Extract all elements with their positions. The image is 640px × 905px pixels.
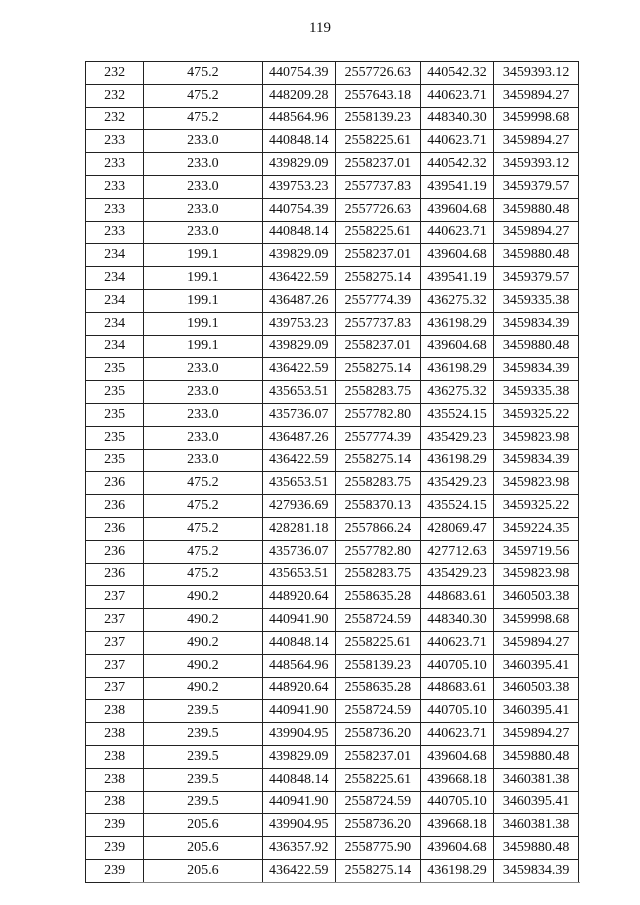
row-id-cell: 237 bbox=[86, 631, 144, 654]
row-id-cell: 235 bbox=[86, 358, 144, 381]
value-cell: 199.1 bbox=[144, 335, 262, 358]
x2-cell: 439541.19 bbox=[420, 267, 493, 290]
row-id-cell: 233 bbox=[86, 153, 144, 176]
x2-cell: 440705.10 bbox=[420, 791, 493, 814]
x2-cell: 439604.68 bbox=[420, 837, 493, 860]
value-cell: 475.2 bbox=[144, 563, 262, 586]
table-row bbox=[86, 517, 579, 540]
table-row bbox=[86, 814, 579, 837]
x1-cell: 448209.28 bbox=[262, 84, 335, 107]
x1-cell: 427936.69 bbox=[262, 495, 335, 518]
y2-cell: 3459379.57 bbox=[494, 267, 579, 290]
value-cell: 475.2 bbox=[144, 84, 262, 107]
x1-cell: 448920.64 bbox=[262, 586, 335, 609]
x2-cell: 448340.30 bbox=[420, 609, 493, 632]
table-row bbox=[86, 472, 579, 495]
y1-cell: 2558724.59 bbox=[336, 791, 421, 814]
x1-cell: 435653.51 bbox=[262, 381, 335, 404]
value-cell: 490.2 bbox=[144, 677, 262, 700]
x1-cell: 436422.59 bbox=[262, 859, 335, 882]
x1-cell: 436487.26 bbox=[262, 426, 335, 449]
value-cell: 233.0 bbox=[144, 381, 262, 404]
x1-cell: 436487.26 bbox=[262, 289, 335, 312]
value-cell: 475.2 bbox=[144, 107, 262, 130]
row-id-cell: 235 bbox=[86, 426, 144, 449]
row-id-cell: 239 bbox=[86, 837, 144, 860]
y2-cell: 3460395.41 bbox=[494, 791, 579, 814]
x1-cell: 439829.09 bbox=[262, 745, 335, 768]
row-id-cell: 233 bbox=[86, 175, 144, 198]
row-id-cell: 238 bbox=[86, 723, 144, 746]
row-id-cell: 235 bbox=[86, 403, 144, 426]
value-cell: 233.0 bbox=[144, 221, 262, 244]
row-id-cell: 232 bbox=[86, 107, 144, 130]
x1-cell: 440848.14 bbox=[262, 631, 335, 654]
table-row bbox=[86, 381, 579, 404]
row-id-cell: 236 bbox=[86, 540, 144, 563]
row-id-cell: 232 bbox=[86, 62, 144, 85]
x1-cell: 439829.09 bbox=[262, 244, 335, 267]
table-row bbox=[86, 130, 579, 153]
table-row bbox=[86, 563, 579, 586]
x2-cell: 448683.61 bbox=[420, 677, 493, 700]
y1-cell: 2558736.20 bbox=[336, 814, 421, 837]
row-id-cell: 236 bbox=[86, 495, 144, 518]
value-cell: 239.5 bbox=[144, 745, 262, 768]
row-id-cell: 234 bbox=[86, 244, 144, 267]
table-row bbox=[86, 84, 579, 107]
y2-cell: 3459894.27 bbox=[494, 221, 579, 244]
y1-cell: 2558139.23 bbox=[336, 107, 421, 130]
table-row bbox=[86, 609, 579, 632]
row-id-cell: 238 bbox=[86, 791, 144, 814]
table-body bbox=[86, 62, 579, 883]
y1-cell: 2557774.39 bbox=[336, 426, 421, 449]
x2-cell: 436198.29 bbox=[420, 449, 493, 472]
y2-cell: 3459834.39 bbox=[494, 449, 579, 472]
x2-cell: 440542.32 bbox=[420, 62, 493, 85]
y1-cell: 2557782.80 bbox=[336, 403, 421, 426]
x1-cell: 440941.90 bbox=[262, 791, 335, 814]
y2-cell: 3459894.27 bbox=[494, 130, 579, 153]
value-cell: 233.0 bbox=[144, 198, 262, 221]
y1-cell: 2558237.01 bbox=[336, 335, 421, 358]
x1-cell: 439829.09 bbox=[262, 335, 335, 358]
x1-cell: 439904.95 bbox=[262, 814, 335, 837]
value-cell: 475.2 bbox=[144, 472, 262, 495]
table-row bbox=[86, 540, 579, 563]
table-row bbox=[86, 677, 579, 700]
x1-cell: 435653.51 bbox=[262, 563, 335, 586]
row-id-cell: 236 bbox=[86, 472, 144, 495]
row-id-cell: 238 bbox=[86, 745, 144, 768]
value-cell: 199.1 bbox=[144, 289, 262, 312]
x2-cell: 448340.30 bbox=[420, 107, 493, 130]
table-row bbox=[86, 837, 579, 860]
value-cell: 233.0 bbox=[144, 403, 262, 426]
y1-cell: 2558237.01 bbox=[336, 745, 421, 768]
row-id-cell: 237 bbox=[86, 654, 144, 677]
table-row bbox=[86, 62, 579, 85]
footer-divider bbox=[130, 882, 580, 883]
y1-cell: 2558225.61 bbox=[336, 631, 421, 654]
value-cell: 475.2 bbox=[144, 540, 262, 563]
y1-cell: 2558139.23 bbox=[336, 654, 421, 677]
row-id-cell: 238 bbox=[86, 700, 144, 723]
y2-cell: 3459998.68 bbox=[494, 609, 579, 632]
table-row bbox=[86, 198, 579, 221]
row-id-cell: 234 bbox=[86, 267, 144, 290]
value-cell: 475.2 bbox=[144, 517, 262, 540]
row-id-cell: 233 bbox=[86, 130, 144, 153]
row-id-cell: 233 bbox=[86, 198, 144, 221]
x2-cell: 436198.29 bbox=[420, 312, 493, 335]
y1-cell: 2558370.13 bbox=[336, 495, 421, 518]
x1-cell: 439829.09 bbox=[262, 153, 335, 176]
x2-cell: 440705.10 bbox=[420, 700, 493, 723]
y1-cell: 2557643.18 bbox=[336, 84, 421, 107]
x2-cell: 435429.23 bbox=[420, 426, 493, 449]
table-row bbox=[86, 312, 579, 335]
x2-cell: 427712.63 bbox=[420, 540, 493, 563]
value-cell: 475.2 bbox=[144, 62, 262, 85]
y2-cell: 3459880.48 bbox=[494, 745, 579, 768]
x2-cell: 435524.15 bbox=[420, 403, 493, 426]
table-row bbox=[86, 175, 579, 198]
y2-cell: 3459823.98 bbox=[494, 472, 579, 495]
table-row bbox=[86, 723, 579, 746]
x2-cell: 439604.68 bbox=[420, 244, 493, 267]
row-id-cell: 237 bbox=[86, 586, 144, 609]
y1-cell: 2558635.28 bbox=[336, 586, 421, 609]
y1-cell: 2558775.90 bbox=[336, 837, 421, 860]
value-cell: 233.0 bbox=[144, 426, 262, 449]
value-cell: 199.1 bbox=[144, 267, 262, 290]
table-row bbox=[86, 244, 579, 267]
value-cell: 233.0 bbox=[144, 449, 262, 472]
table-row bbox=[86, 358, 579, 381]
table-row bbox=[86, 791, 579, 814]
x1-cell: 436357.92 bbox=[262, 837, 335, 860]
x1-cell: 440848.14 bbox=[262, 130, 335, 153]
x2-cell: 436275.32 bbox=[420, 381, 493, 404]
x2-cell: 435429.23 bbox=[420, 563, 493, 586]
value-cell: 205.6 bbox=[144, 814, 262, 837]
y1-cell: 2557774.39 bbox=[336, 289, 421, 312]
row-id-cell: 234 bbox=[86, 335, 144, 358]
x1-cell: 440848.14 bbox=[262, 221, 335, 244]
y2-cell: 3459894.27 bbox=[494, 631, 579, 654]
value-cell: 239.5 bbox=[144, 723, 262, 746]
x1-cell: 440941.90 bbox=[262, 609, 335, 632]
table-row bbox=[86, 654, 579, 677]
y1-cell: 2557737.83 bbox=[336, 312, 421, 335]
value-cell: 490.2 bbox=[144, 609, 262, 632]
y1-cell: 2558283.75 bbox=[336, 381, 421, 404]
value-cell: 490.2 bbox=[144, 586, 262, 609]
x1-cell: 448564.96 bbox=[262, 654, 335, 677]
x2-cell: 448683.61 bbox=[420, 586, 493, 609]
y2-cell: 3459379.57 bbox=[494, 175, 579, 198]
y1-cell: 2558275.14 bbox=[336, 449, 421, 472]
x2-cell: 439604.68 bbox=[420, 198, 493, 221]
x2-cell: 439668.18 bbox=[420, 814, 493, 837]
y2-cell: 3460395.41 bbox=[494, 654, 579, 677]
table-row bbox=[86, 745, 579, 768]
y2-cell: 3459834.39 bbox=[494, 358, 579, 381]
value-cell: 475.2 bbox=[144, 495, 262, 518]
table-row bbox=[86, 335, 579, 358]
x1-cell: 448564.96 bbox=[262, 107, 335, 130]
x1-cell: 439753.23 bbox=[262, 312, 335, 335]
x2-cell: 436198.29 bbox=[420, 358, 493, 381]
table-row bbox=[86, 449, 579, 472]
row-id-cell: 239 bbox=[86, 859, 144, 882]
y1-cell: 2558225.61 bbox=[336, 768, 421, 791]
row-id-cell: 232 bbox=[86, 84, 144, 107]
y1-cell: 2558275.14 bbox=[336, 358, 421, 381]
x2-cell: 439541.19 bbox=[420, 175, 493, 198]
y2-cell: 3459393.12 bbox=[494, 153, 579, 176]
x2-cell: 435524.15 bbox=[420, 495, 493, 518]
row-id-cell: 238 bbox=[86, 768, 144, 791]
x2-cell: 440542.32 bbox=[420, 153, 493, 176]
x2-cell: 440623.71 bbox=[420, 130, 493, 153]
table-row bbox=[86, 221, 579, 244]
table-row bbox=[86, 768, 579, 791]
x2-cell: 436275.32 bbox=[420, 289, 493, 312]
x2-cell: 439668.18 bbox=[420, 768, 493, 791]
page-number: 119 bbox=[309, 20, 331, 36]
x1-cell: 428281.18 bbox=[262, 517, 335, 540]
y1-cell: 2558635.28 bbox=[336, 677, 421, 700]
table-row bbox=[86, 631, 579, 654]
y2-cell: 3459880.48 bbox=[494, 244, 579, 267]
value-cell: 239.5 bbox=[144, 791, 262, 814]
row-id-cell: 237 bbox=[86, 609, 144, 632]
x1-cell: 439904.95 bbox=[262, 723, 335, 746]
row-id-cell: 234 bbox=[86, 312, 144, 335]
x1-cell: 436422.59 bbox=[262, 358, 335, 381]
x1-cell: 448920.64 bbox=[262, 677, 335, 700]
y2-cell: 3459325.22 bbox=[494, 495, 579, 518]
y1-cell: 2558724.59 bbox=[336, 609, 421, 632]
y2-cell: 3459880.48 bbox=[494, 335, 579, 358]
value-cell: 233.0 bbox=[144, 130, 262, 153]
value-cell: 199.1 bbox=[144, 312, 262, 335]
x2-cell: 439604.68 bbox=[420, 335, 493, 358]
y2-cell: 3460381.38 bbox=[494, 768, 579, 791]
x2-cell: 440623.71 bbox=[420, 723, 493, 746]
y2-cell: 3459719.56 bbox=[494, 540, 579, 563]
value-cell: 233.0 bbox=[144, 175, 262, 198]
y2-cell: 3460381.38 bbox=[494, 814, 579, 837]
x2-cell: 440623.71 bbox=[420, 631, 493, 654]
y1-cell: 2558736.20 bbox=[336, 723, 421, 746]
value-cell: 490.2 bbox=[144, 631, 262, 654]
value-cell: 490.2 bbox=[144, 654, 262, 677]
table-row bbox=[86, 495, 579, 518]
table-row bbox=[86, 107, 579, 130]
value-cell: 239.5 bbox=[144, 768, 262, 791]
coordinates-table bbox=[85, 61, 579, 883]
row-id-cell: 234 bbox=[86, 289, 144, 312]
y2-cell: 3459998.68 bbox=[494, 107, 579, 130]
row-id-cell: 235 bbox=[86, 381, 144, 404]
value-cell: 233.0 bbox=[144, 153, 262, 176]
row-id-cell: 237 bbox=[86, 677, 144, 700]
y2-cell: 3460395.41 bbox=[494, 700, 579, 723]
x1-cell: 439753.23 bbox=[262, 175, 335, 198]
table-row bbox=[86, 586, 579, 609]
x2-cell: 440705.10 bbox=[420, 654, 493, 677]
y1-cell: 2558283.75 bbox=[336, 472, 421, 495]
y2-cell: 3459823.98 bbox=[494, 563, 579, 586]
y1-cell: 2558237.01 bbox=[336, 244, 421, 267]
y1-cell: 2558275.14 bbox=[336, 859, 421, 882]
y2-cell: 3459335.38 bbox=[494, 289, 579, 312]
x1-cell: 440848.14 bbox=[262, 768, 335, 791]
y2-cell: 3459325.22 bbox=[494, 403, 579, 426]
x1-cell: 436422.59 bbox=[262, 267, 335, 290]
x2-cell: 435429.23 bbox=[420, 472, 493, 495]
y1-cell: 2558225.61 bbox=[336, 130, 421, 153]
x2-cell: 439604.68 bbox=[420, 745, 493, 768]
y1-cell: 2558283.75 bbox=[336, 563, 421, 586]
table-row bbox=[86, 700, 579, 723]
y2-cell: 3459393.12 bbox=[494, 62, 579, 85]
table-row bbox=[86, 267, 579, 290]
x1-cell: 435653.51 bbox=[262, 472, 335, 495]
y2-cell: 3459834.39 bbox=[494, 859, 579, 882]
y2-cell: 3459224.35 bbox=[494, 517, 579, 540]
y2-cell: 3459335.38 bbox=[494, 381, 579, 404]
y1-cell: 2558275.14 bbox=[336, 267, 421, 290]
x2-cell: 436198.29 bbox=[420, 859, 493, 882]
x1-cell: 440754.39 bbox=[262, 198, 335, 221]
row-id-cell: 236 bbox=[86, 563, 144, 586]
y2-cell: 3459834.39 bbox=[494, 312, 579, 335]
value-cell: 239.5 bbox=[144, 700, 262, 723]
y2-cell: 3459823.98 bbox=[494, 426, 579, 449]
x1-cell: 440754.39 bbox=[262, 62, 335, 85]
x2-cell: 440623.71 bbox=[420, 84, 493, 107]
y1-cell: 2557737.83 bbox=[336, 175, 421, 198]
x2-cell: 440623.71 bbox=[420, 221, 493, 244]
row-id-cell: 233 bbox=[86, 221, 144, 244]
y1-cell: 2558225.61 bbox=[336, 221, 421, 244]
table-row bbox=[86, 859, 579, 882]
row-id-cell: 236 bbox=[86, 517, 144, 540]
table-row bbox=[86, 289, 579, 312]
value-cell: 205.6 bbox=[144, 837, 262, 860]
y1-cell: 2557782.80 bbox=[336, 540, 421, 563]
y2-cell: 3459894.27 bbox=[494, 723, 579, 746]
x1-cell: 436422.59 bbox=[262, 449, 335, 472]
x1-cell: 435736.07 bbox=[262, 540, 335, 563]
y2-cell: 3459880.48 bbox=[494, 837, 579, 860]
table-row bbox=[86, 426, 579, 449]
y1-cell: 2558724.59 bbox=[336, 700, 421, 723]
value-cell: 205.6 bbox=[144, 859, 262, 882]
table-row bbox=[86, 403, 579, 426]
x1-cell: 440941.90 bbox=[262, 700, 335, 723]
y2-cell: 3459894.27 bbox=[494, 84, 579, 107]
x2-cell: 428069.47 bbox=[420, 517, 493, 540]
value-cell: 199.1 bbox=[144, 244, 262, 267]
y1-cell: 2558237.01 bbox=[336, 153, 421, 176]
y2-cell: 3459880.48 bbox=[494, 198, 579, 221]
y1-cell: 2557866.24 bbox=[336, 517, 421, 540]
y2-cell: 3460503.38 bbox=[494, 586, 579, 609]
y1-cell: 2557726.63 bbox=[336, 62, 421, 85]
table-row bbox=[86, 153, 579, 176]
y1-cell: 2557726.63 bbox=[336, 198, 421, 221]
x1-cell: 435736.07 bbox=[262, 403, 335, 426]
row-id-cell: 235 bbox=[86, 449, 144, 472]
value-cell: 233.0 bbox=[144, 358, 262, 381]
row-id-cell: 239 bbox=[86, 814, 144, 837]
y2-cell: 3460503.38 bbox=[494, 677, 579, 700]
